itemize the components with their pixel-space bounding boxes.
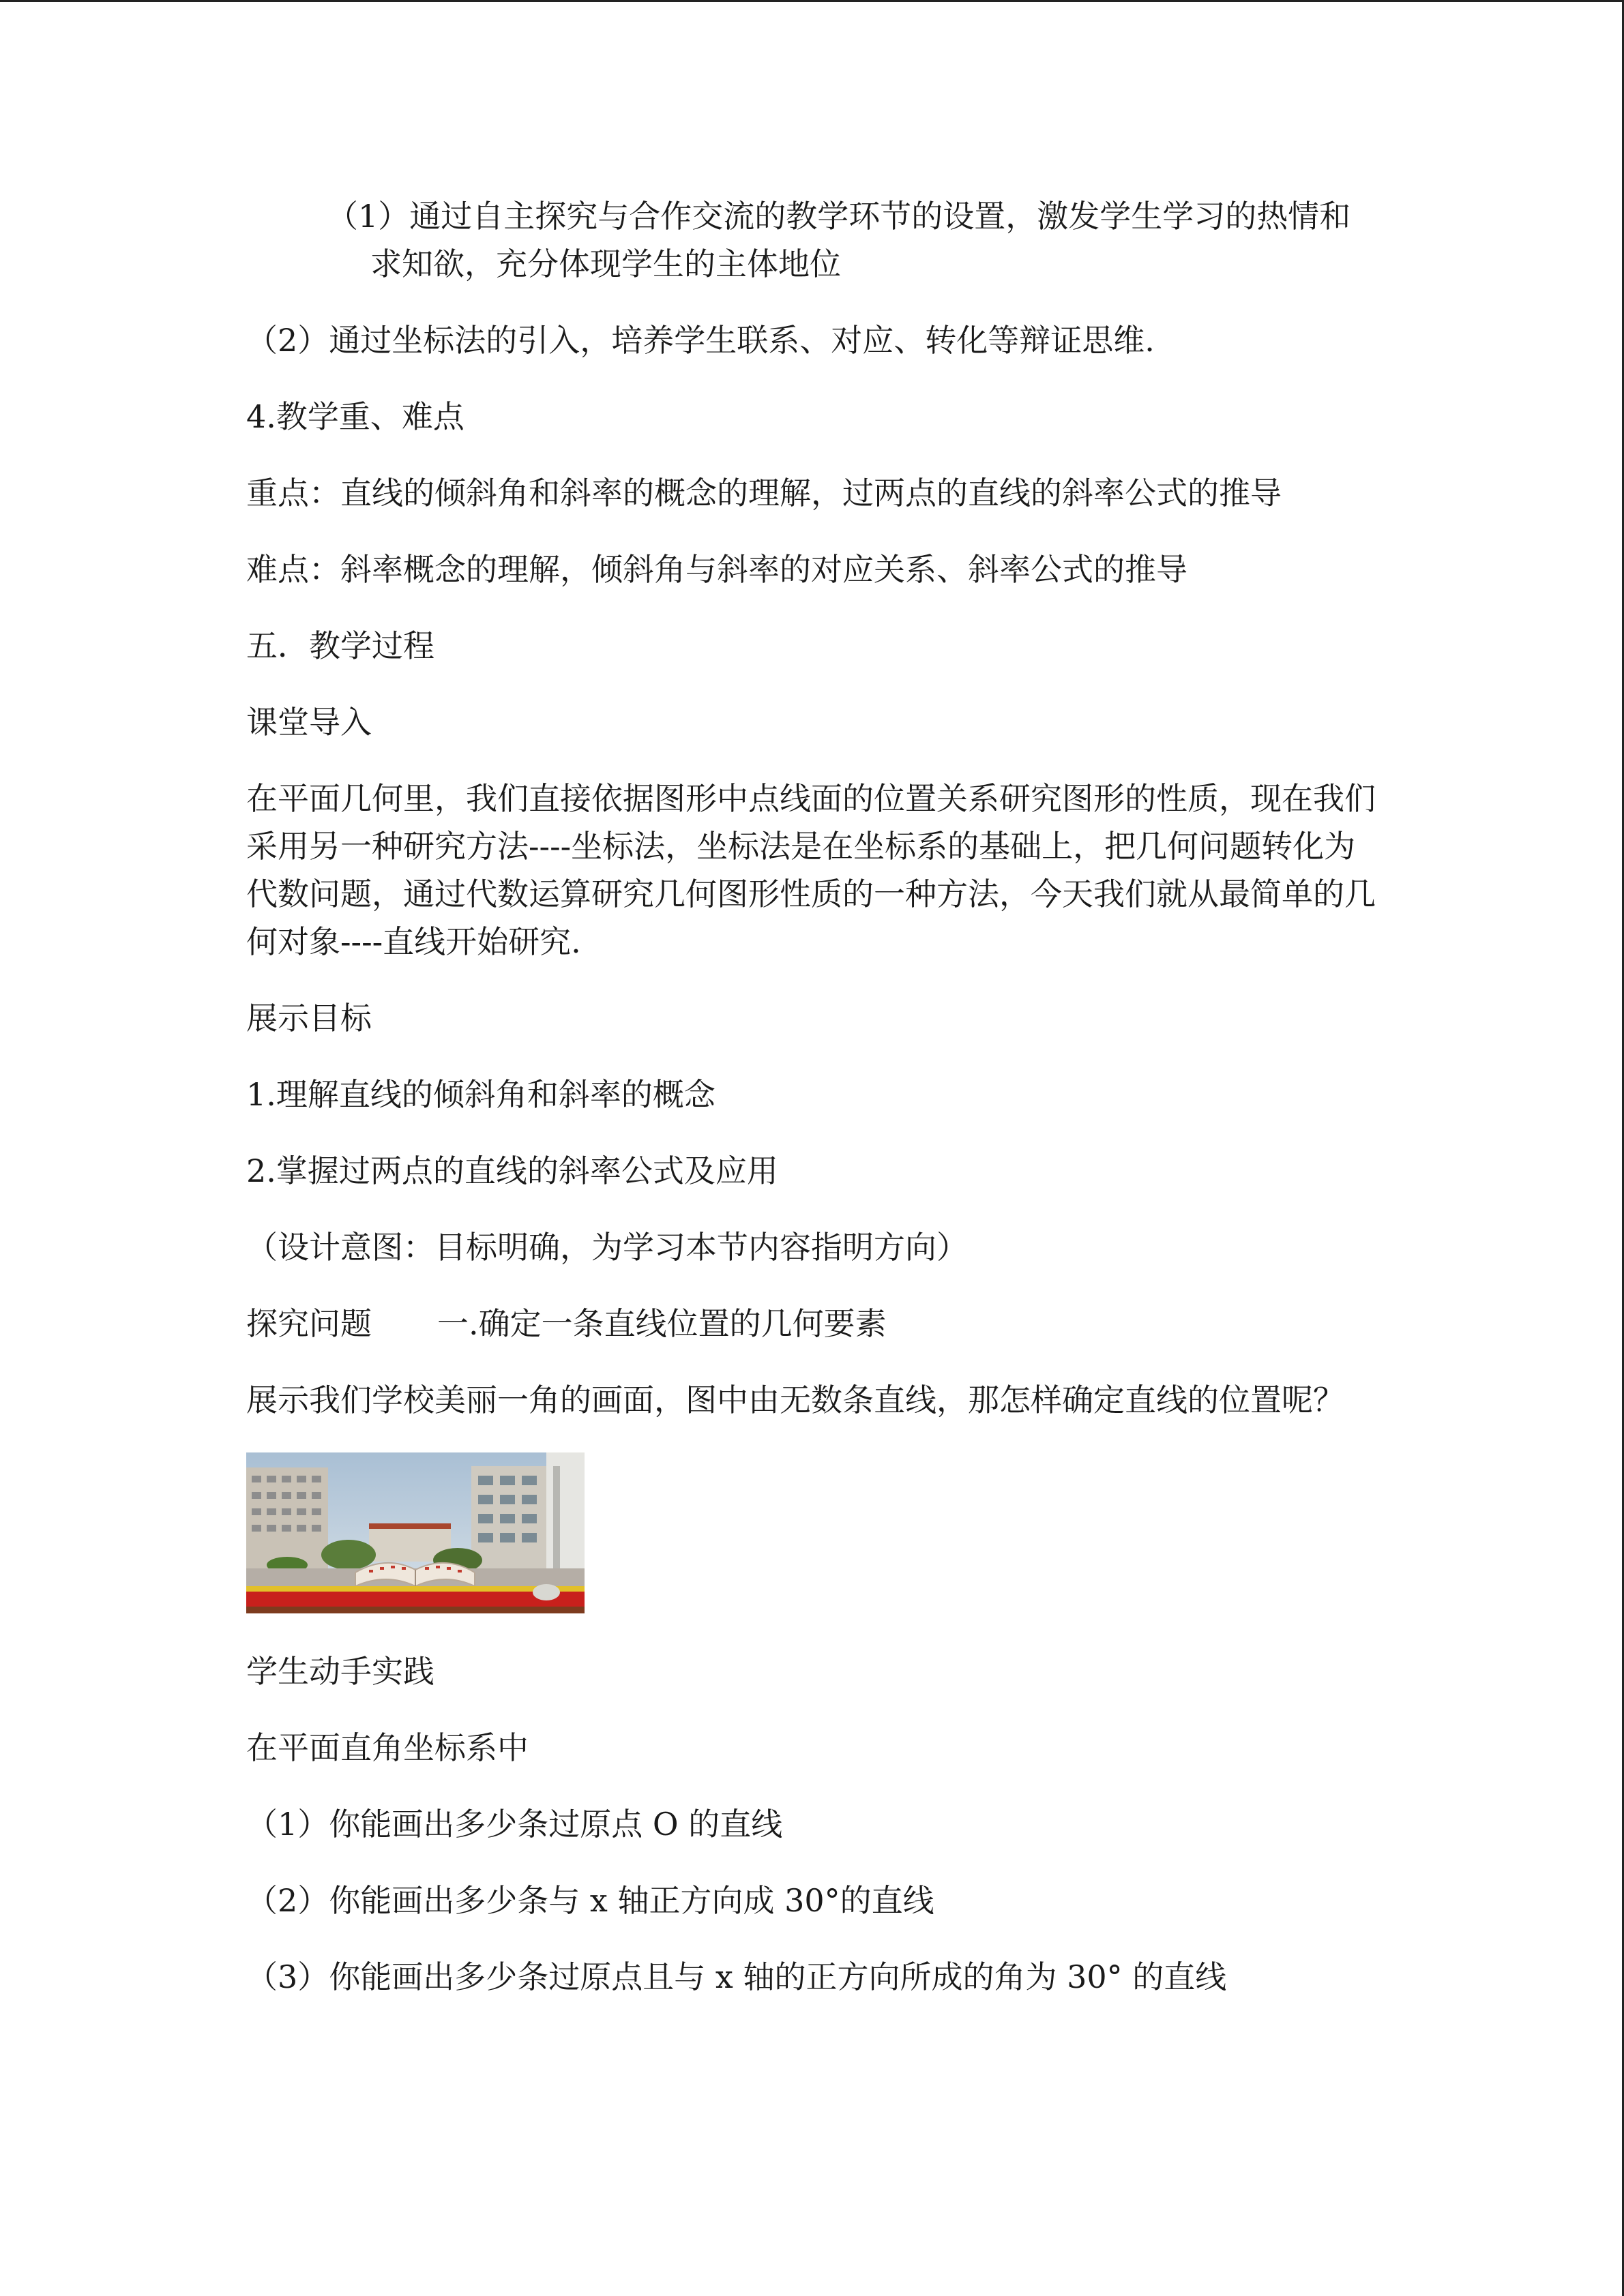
document-body (246, 192, 1378, 2029)
subheading-goals: 展示目标 (246, 1000, 372, 1037)
key-point: 重点：直线的倾斜角和斜率的概念的理解，过两点的直线的斜率公式的推导 (246, 475, 1282, 511)
explore-label: 探究问题 (246, 1305, 372, 1342)
school-campus-photo (246, 1452, 585, 1613)
explore-question (246, 1300, 1378, 1347)
explore-topic: 一.确定一条直线位置的几何要素 (437, 1305, 887, 1342)
school-photo-caption: 展示我们学校美丽一角的画面，图中由无数条直线，那怎样确定直线的位置呢？ (246, 1382, 1344, 1418)
objective-1: （1）通过自主探究与合作交流的教学环节的设置，激发学生学习的热情和求知欲，充分体现学生的主体地位 (327, 198, 1351, 282)
difficult-point: 难点：斜率概念的理解，倾斜角与斜率的对应关系、斜率公式的推导 (246, 551, 1187, 588)
section-heading-process: 五．教学过程 (246, 627, 434, 664)
practice-question-2: （2）你能画出多少条与 x 轴正方向成 30°的直线 (246, 1882, 934, 1919)
practice-question-1: （1）你能画出多少条过原点 O 的直线 (246, 1806, 783, 1843)
subheading-student-practice: 学生动手实践 (246, 1653, 434, 1690)
subheading-intro: 课堂导入 (246, 704, 372, 741)
section-heading-key-points: 4.教学重、难点 (246, 398, 464, 435)
objective-2: （2）通过坐标法的引入，培养学生联系、对应、转化等辩证思维. (246, 322, 1155, 359)
intro-paragraph: 在平面几何里，我们直接依据图形中点线面的位置关系研究图形的性质，现在我们采用另一种研究方法----坐标法，坐标法是在坐标系的基础上，把几何问题转化为代数问题，通过代数运算研究几何图形性质的一种方法，今天我们就从最简单的几何对象----直线开始研究. (246, 780, 1376, 960)
design-intent: （设计意图：目标明确，为学习本节内容指明方向） (246, 1229, 968, 1266)
practice-question-3: （3）你能画出多少条过原点且与 x 轴的正方向所成的角为 30° 的直线 (246, 1958, 1227, 1995)
page-top-border (0, 0, 1624, 2)
coordinate-system-intro: 在平面直角坐标系中 (246, 1729, 529, 1766)
goal-1: 1.理解直线的倾斜角和斜率的概念 (246, 1076, 715, 1113)
goal-2: 2.掌握过两点的直线的斜率公式及应用 (246, 1152, 778, 1189)
